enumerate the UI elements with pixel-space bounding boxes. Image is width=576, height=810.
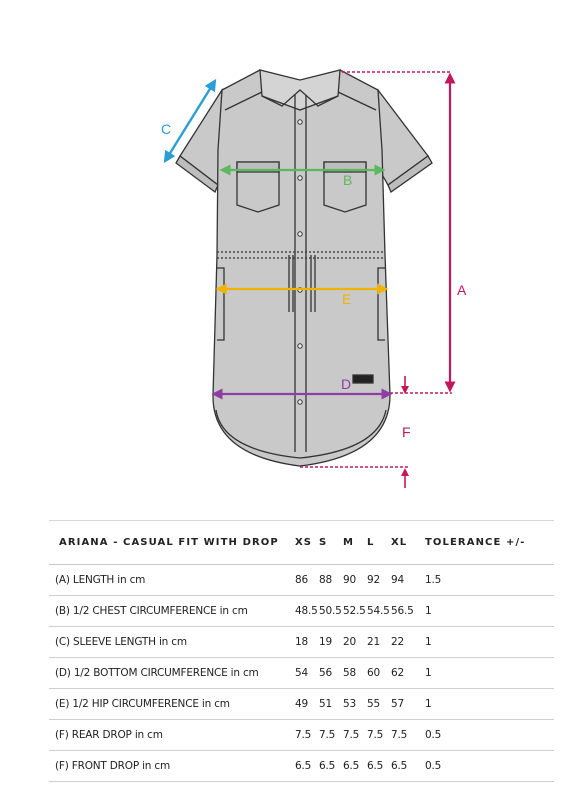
- size-header: XS: [295, 521, 319, 565]
- cell-value: 86: [295, 565, 319, 596]
- cell-value: 7.5: [391, 720, 415, 751]
- cell-value: 7.5: [343, 720, 367, 751]
- cell-value: 21: [367, 627, 391, 658]
- cell-value: 51: [319, 689, 343, 720]
- cell-tolerance: 1: [415, 658, 554, 689]
- cell-value: 56: [319, 658, 343, 689]
- cell-value: 20: [343, 627, 367, 658]
- cell-value: 53: [343, 689, 367, 720]
- cell-value: 6.5: [343, 751, 367, 782]
- label-a: A: [457, 282, 467, 298]
- size-header: M: [343, 521, 367, 565]
- cell-value: 57: [391, 689, 415, 720]
- cell-value: 6.5: [367, 751, 391, 782]
- cell-tolerance: 1.5: [415, 565, 554, 596]
- cell-value: 7.5: [367, 720, 391, 751]
- table-row: [49, 596, 554, 627]
- cell-value: 22: [391, 627, 415, 658]
- table-row: [49, 720, 554, 751]
- size-header: XL: [391, 521, 415, 565]
- table-header-row: [49, 521, 554, 565]
- cell-value: 52.5: [343, 596, 367, 627]
- label-c: C: [161, 121, 172, 137]
- table-row: [49, 658, 554, 689]
- cell-value: 18: [295, 627, 319, 658]
- cell-value: 54.5: [367, 596, 391, 627]
- row-label: (D) 1/2 BOTTOM CIRCUMFERENCE in cm: [49, 658, 295, 689]
- cell-value: 94: [391, 565, 415, 596]
- row-label: (C) SLEEVE LENGTH in cm: [49, 627, 295, 658]
- size-header: S: [319, 521, 343, 565]
- row-label: (F) FRONT DROP in cm: [49, 751, 295, 782]
- cell-value: 88: [319, 565, 343, 596]
- cell-value: 55: [367, 689, 391, 720]
- size-header: L: [367, 521, 391, 565]
- cell-tolerance: 0.5: [415, 751, 554, 782]
- cell-tolerance: 1: [415, 689, 554, 720]
- cell-value: 6.5: [391, 751, 415, 782]
- label-d: D: [341, 376, 352, 392]
- cell-value: 54: [295, 658, 319, 689]
- tolerance-header: TOLERANCE +/-: [415, 521, 554, 565]
- table-row: [49, 751, 554, 782]
- cell-tolerance: 0.5: [415, 720, 554, 751]
- table-row: [49, 627, 554, 658]
- cell-value: 90: [343, 565, 367, 596]
- table-row: [49, 689, 554, 720]
- cell-value: 92: [367, 565, 391, 596]
- row-label: (B) 1/2 CHEST CIRCUMFERENCE in cm: [49, 596, 295, 627]
- cell-value: 7.5: [319, 720, 343, 751]
- row-label: (F) REAR DROP in cm: [49, 720, 295, 751]
- cell-value: 56.5: [391, 596, 415, 627]
- cell-tolerance: 1: [415, 596, 554, 627]
- cell-value: 7.5: [295, 720, 319, 751]
- table-row: [49, 565, 554, 596]
- label-e: E: [342, 291, 352, 307]
- label-f: F: [402, 424, 411, 440]
- row-label: (E) 1/2 HIP CIRCUMFERENCE in cm: [49, 689, 295, 720]
- cell-value: 58: [343, 658, 367, 689]
- cell-value: 50.5: [319, 596, 343, 627]
- cell-value: 62: [391, 658, 415, 689]
- label-b: B: [343, 172, 353, 188]
- table-title: ARIANA - CASUAL FIT WITH DROP: [49, 521, 295, 565]
- shirt-dress-drawing: [176, 70, 432, 466]
- cell-value: 48.5: [295, 596, 319, 627]
- cell-value: 60: [367, 658, 391, 689]
- size-chart-table: [49, 520, 554, 782]
- cell-value: 6.5: [295, 751, 319, 782]
- cell-tolerance: 1: [415, 627, 554, 658]
- cell-value: 49: [295, 689, 319, 720]
- cell-value: 19: [319, 627, 343, 658]
- row-label: (A) LENGTH in cm: [49, 565, 295, 596]
- cell-value: 6.5: [319, 751, 343, 782]
